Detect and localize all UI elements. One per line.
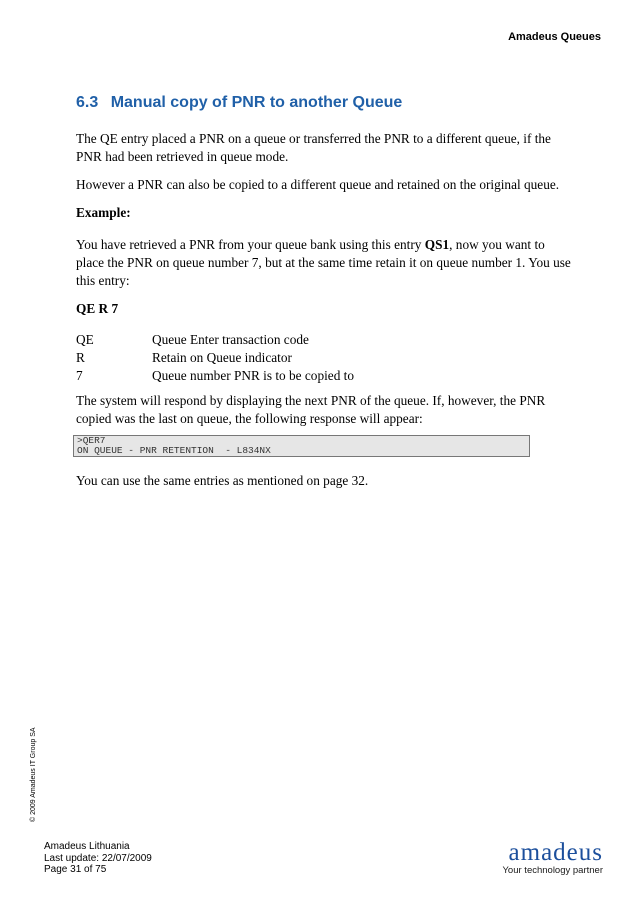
- page-footer: [44, 841, 152, 876]
- paragraph-same-entries: You can use the same entries as mentioned on page 32.: [76, 473, 369, 488]
- definition-desc: Retain on Queue indicator: [152, 350, 292, 365]
- section-title-text: Manual copy of PNR to another Queue: [110, 94, 403, 111]
- entry-format: QE R 7: [76, 301, 119, 316]
- terminal-line: ON QUEUE - PNR RETENTION - L834NX: [77, 445, 271, 456]
- definition-code: 7: [76, 368, 83, 383]
- running-header: Amadeus Queues: [508, 31, 601, 43]
- terminal-line: >QER7: [77, 435, 106, 446]
- definition-row: [76, 349, 292, 367]
- definition-desc: Queue Enter transaction code: [152, 332, 309, 347]
- footer-page-number: Page 31 of 75: [44, 864, 107, 875]
- section-number: 6.3: [76, 94, 99, 111]
- paragraph-example: [76, 236, 576, 290]
- paragraph-qe-intro: The QE entry placed a PNR on a queue or transferred the PNR to a different queue, if the PNR had been retrieved in queue mode.: [76, 131, 551, 164]
- footer-company: Amadeus Lithuania: [44, 841, 130, 852]
- terminal-response-box: [73, 435, 530, 457]
- definition-code: QE: [76, 332, 94, 347]
- copyright-notice: © 2009 Amadeus IT Group SA: [30, 727, 37, 822]
- amadeus-logo: [502, 840, 603, 876]
- example-label: Example:: [76, 205, 131, 220]
- example-text-start: You have retrieved a PNR from your queue bank using this entry: [76, 237, 425, 252]
- definition-code: R: [76, 350, 85, 365]
- section-heading: [76, 94, 402, 112]
- paragraph-system-response: The system will respond by displaying the next PNR of the queue. If, however, the PNR copied was the last on queue, the following response will appear:: [76, 393, 546, 426]
- definition-row: [76, 367, 354, 385]
- definition-desc: Queue number PNR is to be copied to: [152, 368, 355, 383]
- footer-last-update: Last update: 22/07/2009: [44, 852, 152, 864]
- definition-row: [76, 331, 309, 349]
- logo-wordmark: amadeus: [508, 839, 603, 866]
- logo-tagline: Your technology partner: [502, 865, 603, 876]
- example-text-end: , now you want to place the PNR on queue number 7, but at the same time retain it on queue number 1. You use this entry:: [76, 237, 571, 288]
- paragraph-copy-retain: However a PNR can also be copied to a different queue and retained on the original queue.: [76, 177, 560, 192]
- example-entry-qs1: QS1: [424, 237, 450, 252]
